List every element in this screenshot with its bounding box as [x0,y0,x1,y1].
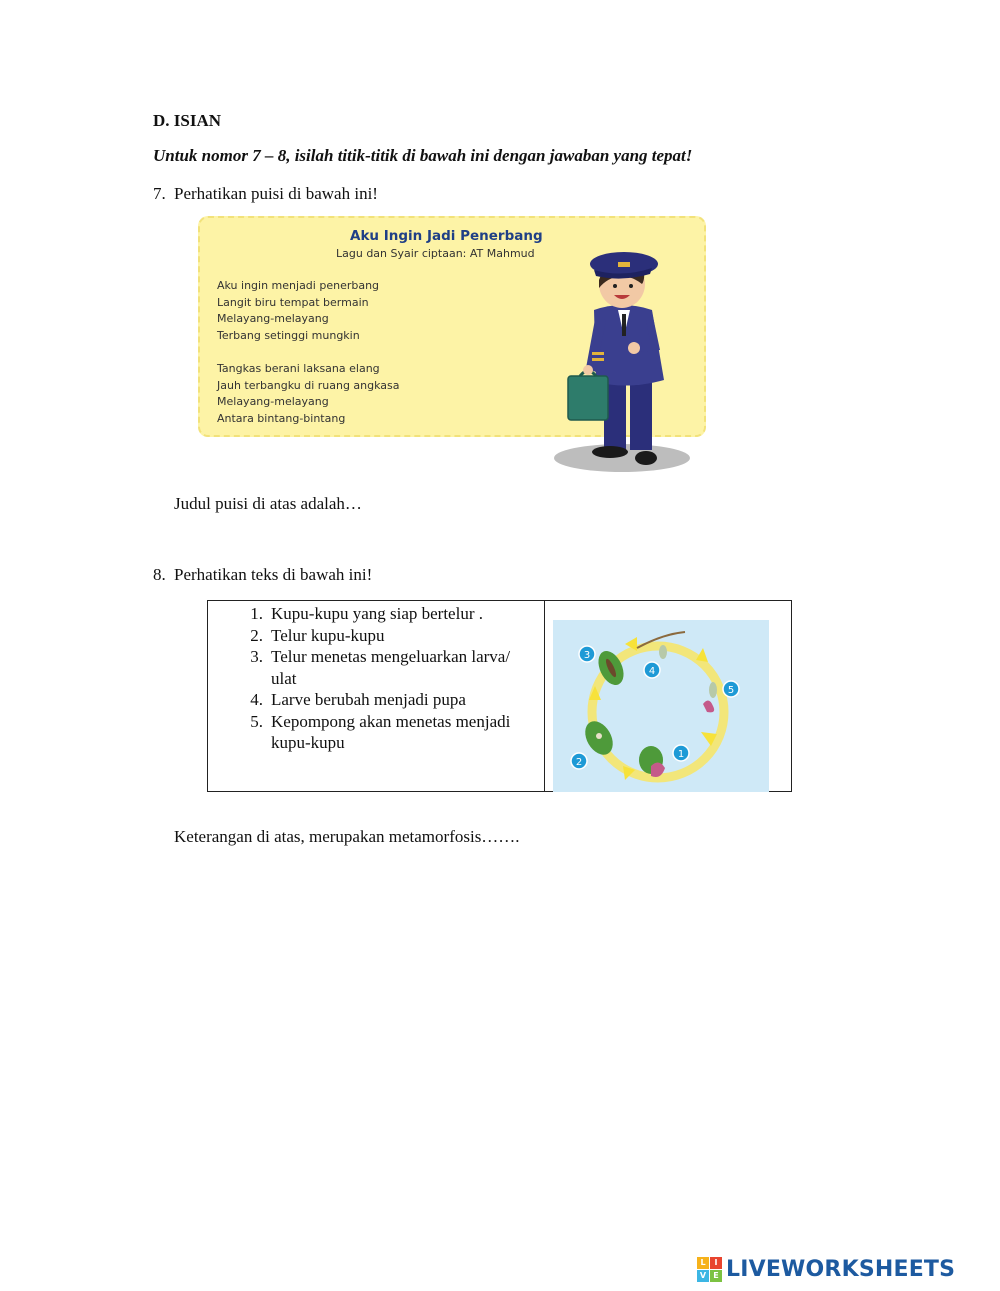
poem-line: Melayang-melayang [217,395,329,409]
poem-line: Jauh terbangku di ruang angkasa [217,378,400,392]
question-7 [153,184,378,204]
poem-line: Langit biru tempat bermain [217,295,369,309]
logo-letter: L [697,1257,709,1269]
list-item-text: Kupu-kupu yang siap bertelur . [271,604,483,623]
poem-line: Terbang setinggi mungkin [217,328,360,342]
poem-subtitle: Lagu dan Syair ciptaan: AT Mahmud [336,247,535,260]
list-item-number: 1. [250,604,263,623]
metamorphosis-list [238,603,538,754]
question-8 [153,565,372,585]
answer-prompt-8: Keterangan di atas, merupakan metamorfosis……. [174,827,520,846]
cycle-badge [723,681,739,697]
poem-line: Tangkas berani laksana elang [217,361,380,375]
poem-line: Melayang-melayang [217,312,329,326]
section-heading: D. ISIAN [153,111,222,130]
logo-letter: V [697,1270,709,1282]
logo-letter: E [710,1270,722,1282]
liveworksheets-logo [697,1256,955,1282]
cycle-badge [571,753,587,769]
list-item-number: 3. [250,647,263,666]
list-item [238,689,538,711]
list-item [238,625,538,647]
cycle-badge [579,646,595,662]
pilot-illustration [552,240,697,472]
cycle-badge [673,745,689,761]
question-number: 7. [153,184,166,203]
svg-text:5: 5 [727,685,735,696]
question-prompt: Perhatikan teks di bawah ini! [174,565,373,584]
butterfly-life-cycle-diagram [553,620,769,792]
list-item-text: Telur menetas mengeluarkan larva/ ulat [271,647,511,688]
list-item [238,603,538,625]
question-prompt: Perhatikan puisi di bawah ini! [174,184,378,203]
list-item-text: Kepompong akan menetas menjadi kupu-kupu [271,711,511,752]
column-divider [544,601,545,791]
svg-text:1: 1 [677,749,685,760]
svg-text:4: 4 [648,666,656,677]
list-item-text: Larve berubah menjadi pupa [271,690,466,709]
svg-text:3: 3 [583,650,591,661]
poem-line: Aku ingin menjadi penerbang [217,279,380,292]
list-item-text: Telur kupu-kupu [271,625,385,645]
section-instruction: Untuk nomor 7 – 8, isilah titik-titik di bawah ini dengan jawaban yang tepat! [153,146,693,165]
list-item [238,711,538,754]
list-item-number: 4. [250,690,263,709]
brand-name: LIVEWORKSHEETS [726,1256,956,1282]
question-number: 8. [153,565,166,584]
list-item [238,646,538,689]
poem-line: Antara bintang-bintang [217,411,346,425]
list-item-number: 2. [250,625,263,645]
logo-letter: I [710,1257,722,1269]
svg-text:2: 2 [575,757,583,768]
poem-title: Aku Ingin Jadi Penerbang [350,228,543,244]
stanza-gap [217,344,400,361]
answer-prompt-7: Judul puisi di atas adalah… [174,494,362,513]
metamorphosis-table [207,600,792,792]
brand-logo-icon [697,1257,722,1282]
list-item-number: 5. [250,711,263,731]
cycle-badge [644,662,660,678]
poem-lines [217,278,400,427]
